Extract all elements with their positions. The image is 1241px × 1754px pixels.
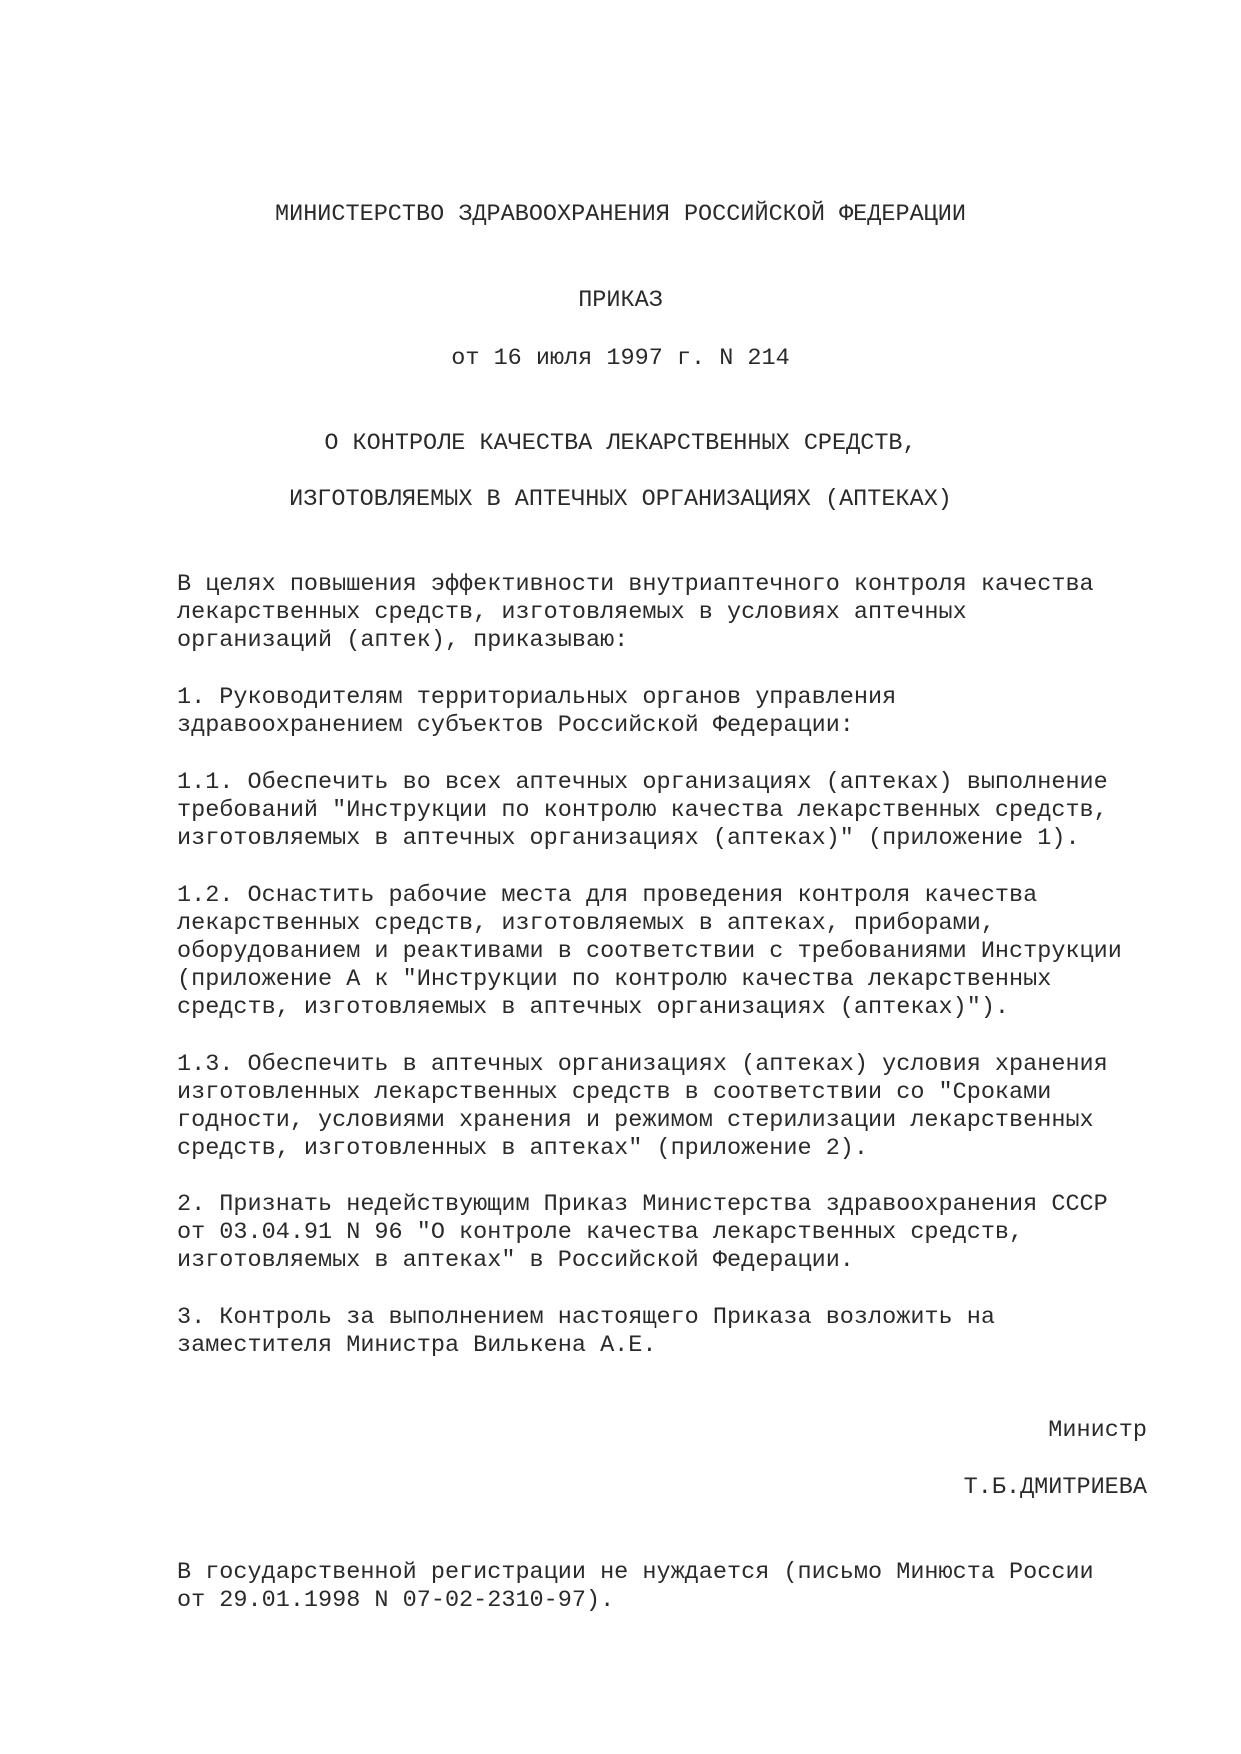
paragraph-1-line: здравоохранением субъектов Российской Федерации: — [177, 712, 854, 739]
preamble-line: В целях повышения эффективности внутриаптечного контроля качества — [177, 571, 1094, 598]
paragraph-3-line: заместителя Министра Вилькена А.Е. — [177, 1332, 657, 1359]
paragraph-2-line: изготовляемых в аптеках" в Российской Федерации. — [177, 1247, 854, 1274]
paragraph-1-2-line: средств, изготовляемых в аптечных организациях (аптеках)"). — [177, 994, 1010, 1021]
paragraph-1-3-line: 1.3. Обеспечить в аптечных организациях (аптеках) условия хранения — [177, 1051, 1108, 1078]
document-date-number: от 16 июля 1997 г. N 214 — [451, 345, 790, 372]
paragraph-2-line: 2. Признать недействующим Приказ Министерства здравоохранения СССР — [177, 1191, 1108, 1218]
preamble-line: организаций (аптек), приказываю: — [177, 627, 629, 654]
paragraph-2-line: от 03.04.91 N 96 "О контроле качества лекарственных средств, — [177, 1219, 1024, 1246]
document-title-line-2: ИЗГОТОВЛЯЕМЫХ В АПТЕЧНЫХ ОРГАНИЗАЦИЯХ (АПТЕКАХ) — [289, 486, 952, 513]
paragraph-1-3-line: изготовленных лекарственных средств в соответствии со "Сроками — [177, 1079, 1052, 1106]
paragraph-1-2-line: лекарственных средств, изготовляемых в аптеках, приборами, — [177, 910, 995, 937]
paragraph-1-1-line: 1.1. Обеспечить во всех аптечных организациях (аптеках) выполнение — [177, 769, 1108, 796]
paragraph-3-line: 3. Контроль за выполнением настоящего Приказа возложить на — [177, 1304, 995, 1331]
document-title-line-1: О КОНТРОЛЕ КАЧЕСТВА ЛЕКАРСТВЕННЫХ СРЕДСТВ, — [324, 430, 917, 457]
signatory-position: Министр — [1048, 1417, 1147, 1444]
paragraph-1-1-line: изготовляемых в аптечных организациях (аптеках)" (приложение 1). — [177, 825, 1080, 852]
document-type: ПРИКАЗ — [578, 287, 663, 314]
paragraph-1-2-line: 1.2. Оснастить рабочие места для проведения контроля качества — [177, 882, 1038, 909]
paragraph-1-3-line: средств, изготовленных в аптеках" (приложение 2). — [177, 1135, 869, 1162]
paragraph-1-line: 1. Руководителям территориальных органов управления — [177, 684, 897, 711]
registration-note-line: от 29.01.1998 N 07-02-2310-97). — [177, 1587, 615, 1614]
signatory-name: Т.Б.ДМИТРИЕВА — [963, 1474, 1147, 1501]
registration-note-line: В государственной регистрации не нуждается (письмо Минюста России — [177, 1559, 1094, 1586]
preamble-line: лекарственных средств, изготовляемых в условиях аптечных — [177, 599, 967, 626]
paragraph-1-2-line: оборудованием и реактивами в соответствии с требованиями Инструкции — [177, 938, 1122, 965]
ministry-heading: МИНИСТЕРСТВО ЗДРАВООХРАНЕНИЯ РОССИЙСКОЙ ФЕДЕРАЦИИ — [274, 201, 966, 228]
paragraph-1-3-line: годности, условиями хранения и режимом стерилизации лекарственных — [177, 1107, 1094, 1134]
paragraph-1-1-line: требований "Инструкции по контролю качества лекарственных средств, — [177, 797, 1108, 824]
paragraph-1-2-line: (приложение А к "Инструкции по контролю качества лекарственных — [177, 966, 1052, 993]
